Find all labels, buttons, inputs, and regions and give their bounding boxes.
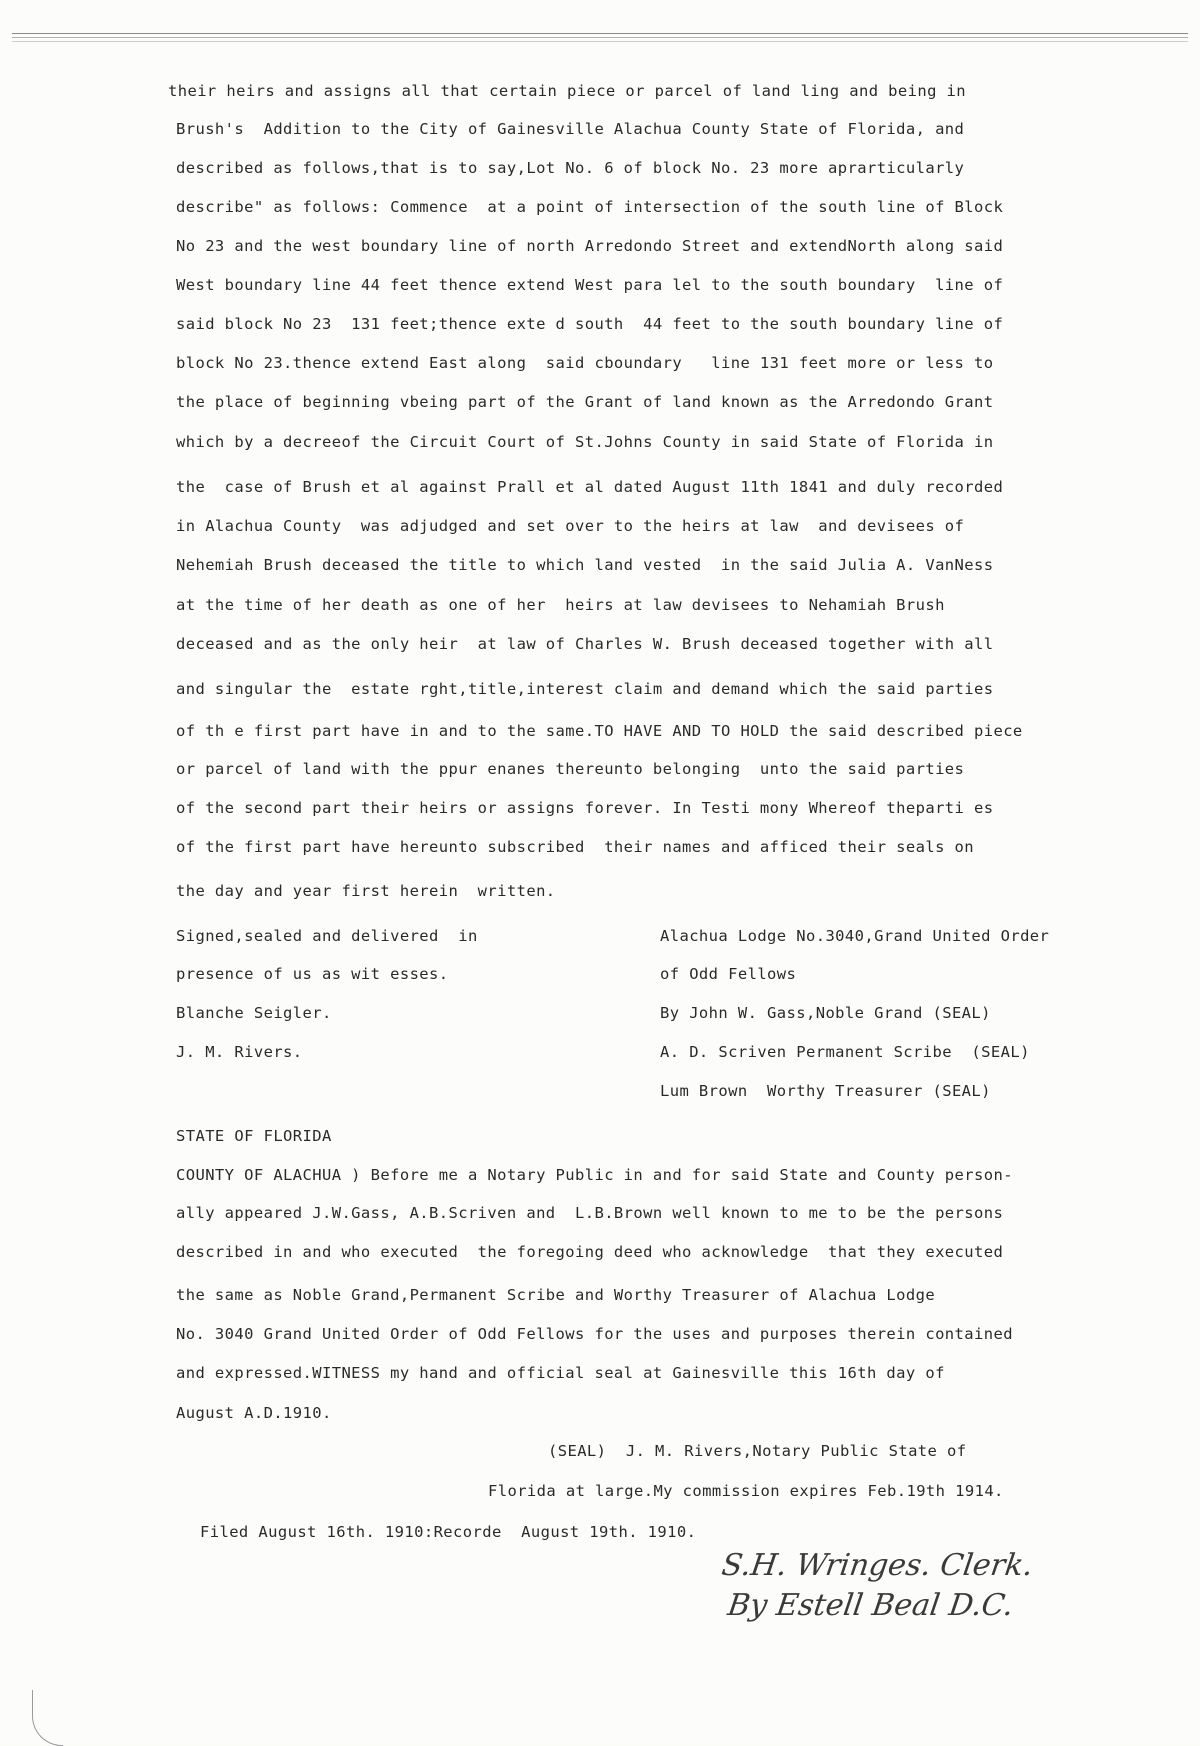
witness-name: J. M. Rivers. — [176, 1043, 303, 1061]
deed-line: of th e first part have in and to the same.TO HAVE AND TO HOLD the said described piece — [176, 722, 1023, 740]
ack-state-heading: STATE OF FLORIDA — [176, 1127, 332, 1145]
ack-line: COUNTY OF ALACHUA ) Before me a Notary Public in and for said State and County person- — [176, 1166, 1013, 1184]
grantor-signatory: Lum Brown Worthy Treasurer (SEAL) — [660, 1082, 991, 1100]
ack-line: described in and who executed the foregoing deed who acknowledge that they executed — [176, 1243, 1004, 1261]
deed-line: described as follows,that is to say,Lot No. 6 of block No. 23 more aprarticularly — [176, 159, 965, 177]
ack-line: No. 3040 Grand United Order of Odd Fellows for the uses and purposes therein contained — [176, 1325, 1013, 1343]
witness-line: Signed,sealed and delivered in — [176, 927, 478, 945]
notary-commission-line: Florida at large.My commission expires Feb.19th 1914. — [488, 1482, 1004, 1500]
deed-line: and singular the estate rght,title,interest claim and demand which the said parties — [176, 680, 994, 698]
top-border-rule-tertiary — [12, 41, 1188, 42]
grantor-line: of Odd Fellows — [660, 965, 797, 983]
grantor-line: Alachua Lodge No.3040,Grand United Order — [660, 927, 1050, 945]
deed-line: in Alachua County was adjudged and set over to the heirs at law and devisees of — [176, 517, 965, 535]
deed-line: describe" as follows: Commence at a point of intersection of the south line of Block — [176, 198, 1004, 216]
witness-line: presence of us as wit esses. — [176, 965, 449, 983]
deed-line: their heirs and assigns all that certain piece or parcel of land ling and being in — [168, 82, 967, 100]
deed-line: said block No 23 131 feet;thence exte d south 44 feet to the south boundary line of — [176, 315, 1004, 333]
deed-line: the day and year first herein written. — [176, 882, 556, 900]
notary-signature-line: (SEAL) J. M. Rivers,Notary Public State of — [548, 1442, 967, 1460]
deed-line: block No 23.thence extend East along said cboundary line 131 feet more or less to — [176, 354, 994, 372]
ack-line: and expressed.WITNESS my hand and official seal at Gainesville this 16th day of — [176, 1364, 945, 1382]
clerk-signature: S.H. Wringes. Clerk. — [719, 1548, 1036, 1583]
top-border-rule-secondary — [12, 37, 1188, 38]
deed-line: at the time of her death as one of her heirs at law devisees to Nehamiah Brush — [176, 596, 945, 614]
deed-line: of the second part their heirs or assigns forever. In Testi mony Whereof theparti es — [176, 799, 994, 817]
ack-line: ally appeared J.W.Gass, A.B.Scriven and L.B.Brown well known to me to be the persons — [176, 1204, 1004, 1222]
deed-line: deceased and as the only heir at law of Charles W. Brush deceased together with all — [176, 635, 994, 653]
top-border-rule — [12, 33, 1188, 34]
deed-line: Nehemiah Brush deceased the title to which land vested in the said Julia A. VanNess — [176, 556, 994, 574]
deed-line: the case of Brush et al against Prall et al dated August 11th 1841 and duly recorded — [176, 478, 1004, 496]
deputy-clerk-signature: By Estell Beal D.C. — [725, 1588, 1016, 1623]
deed-line: No 23 and the west boundary line of north Arredondo Street and extendNorth along said — [176, 237, 1004, 255]
grantor-signatory: By John W. Gass,Noble Grand (SEAL) — [660, 1004, 991, 1022]
deed-line: the place of beginning vbeing part of the Grant of land known as the Arredondo Grant — [176, 393, 994, 411]
deed-line: which by a decreeof the Circuit Court of St.Johns County in said State of Florida in — [176, 433, 994, 451]
ack-line: the same as Noble Grand,Permanent Scribe and Worthy Treasurer of Alachua Lodge — [176, 1286, 936, 1304]
deed-line: West boundary line 44 feet thence extend West para lel to the south boundary line of — [176, 276, 1004, 294]
deed-line: or parcel of land with the ppur enanes thereunto belonging unto the said parties — [176, 760, 965, 778]
filing-record: Filed August 16th. 1910:Recorde August 19th. 1910. — [200, 1523, 697, 1541]
ack-line: August A.D.1910. — [176, 1404, 332, 1422]
deed-line: Brush's Addition to the City of Gainesville Alachua County State of Florida, and — [176, 120, 965, 138]
witness-name: Blanche Seigler. — [176, 1004, 332, 1022]
grantor-signatory: A. D. Scriven Permanent Scribe (SEAL) — [660, 1043, 1030, 1061]
page-corner-curl — [32, 1690, 63, 1746]
deed-line: of the first part have hereunto subscribed their names and afficed their seals on — [176, 838, 975, 856]
